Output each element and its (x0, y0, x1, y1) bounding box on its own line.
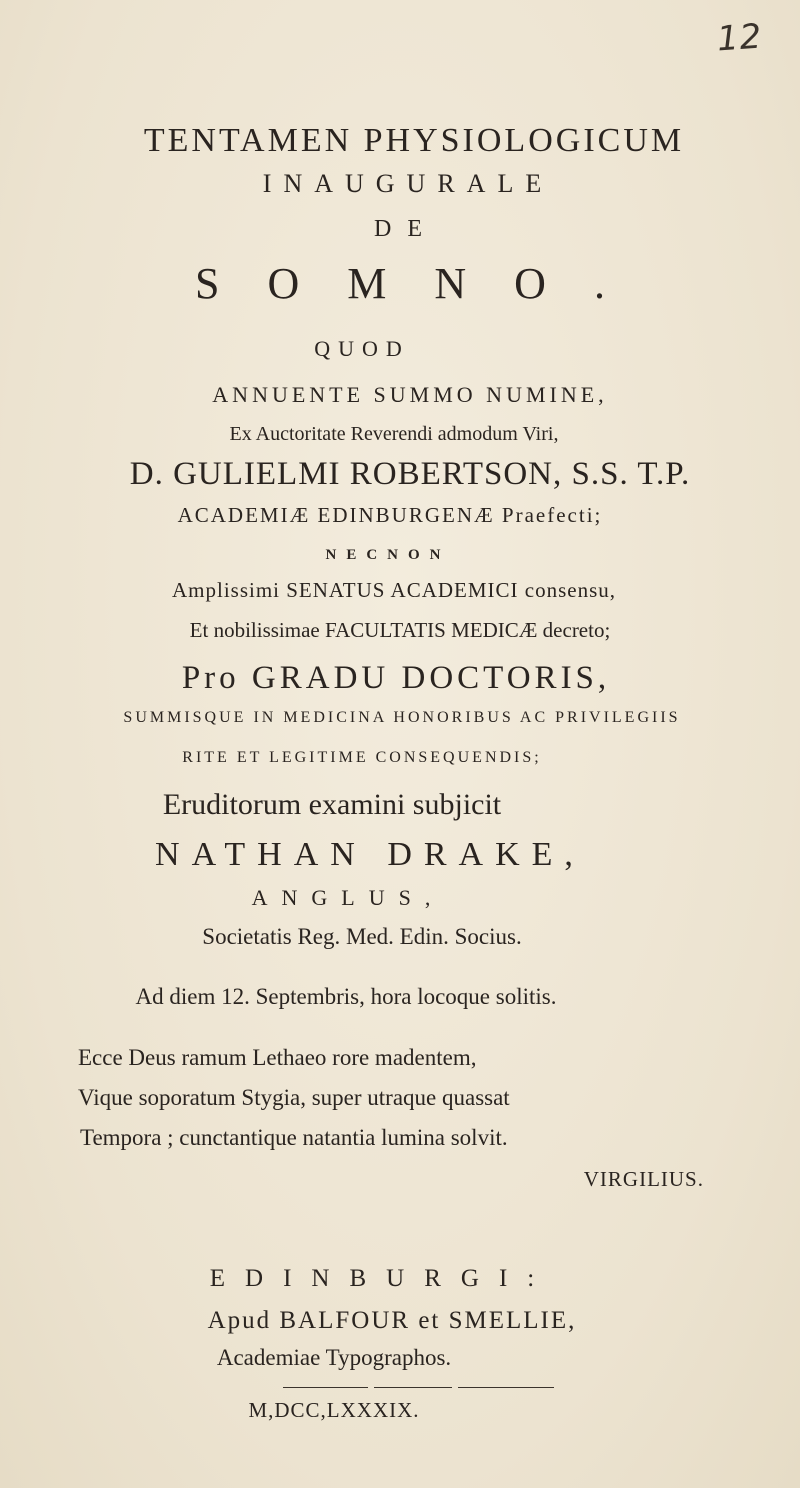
quod-line: QUOD (314, 336, 410, 361)
main-title: TENTAMEN PHYSIOLOGICUM (143, 122, 685, 159)
senate-line: Amplissimi SENATUS ACADEMICI consensu, (171, 578, 617, 602)
submission-line: Eruditorum examini subjicit (162, 788, 502, 821)
imprint-year: M,DCC,LXXXIX. (248, 1398, 420, 1422)
imprint-rule (283, 1387, 368, 1388)
epigraph-author: VIRGILIUS. (583, 1167, 704, 1191)
necnon-line: NECNON (325, 547, 451, 563)
imprint-publisher: Apud BALFOUR et SMELLIE, (207, 1307, 577, 1334)
epigraph-line-3: Tempora ; cunctantique natantia lumina solvit. (80, 1125, 508, 1150)
subtitle: INAUGURALE (262, 169, 554, 198)
author-nationality: ANGLUS, (251, 885, 445, 910)
epigraph-line-2: Vique soporatum Stygia, super utraque quassat (78, 1085, 510, 1110)
rite-line: RITE ET LEGITIME CONSEQUENDIS; (182, 749, 542, 766)
preposition-de: DE (374, 216, 438, 242)
imprint-rule (458, 1387, 554, 1388)
imprint-place: EDINBURGI: (209, 1265, 555, 1292)
faculty-line: Et nobilissimae FACULTATIS MEDICÆ decreto; (189, 618, 611, 642)
author-name: NATHAN DRAKE, (155, 836, 585, 873)
date-line: Ad diem 12. Septembris, hora locoque solitis. (135, 984, 557, 1009)
society-line: Societatis Reg. Med. Edin. Socius. (202, 924, 522, 949)
honors-line: SUMMISQUE IN MEDICINA HONORIBUS AC PRIVILEGIIS (123, 709, 681, 726)
page-number-mark: 12 (715, 16, 764, 60)
epigraph-line-1: Ecce Deus ramum Lethaeo rore madentem, (78, 1045, 477, 1070)
degree-line: Pro GRADU DOCTORIS, (181, 660, 611, 696)
imprint-rule (374, 1387, 452, 1388)
academy-line: ACADEMIÆ EDINBURGENÆ Praefecti; (177, 503, 603, 527)
imprint-typographers: Academiae Typographos. (216, 1345, 452, 1370)
principal-name: D. GULIELMI ROBERTSON, S.S. T.P. (129, 456, 691, 492)
topic-title: SOMNO. (195, 259, 653, 308)
annuente-line: ANNUENTE SUMMO NUMINE, (212, 382, 608, 407)
auctoritate-line: Ex Auctoritate Reverendi admodum Viri, (229, 423, 559, 445)
